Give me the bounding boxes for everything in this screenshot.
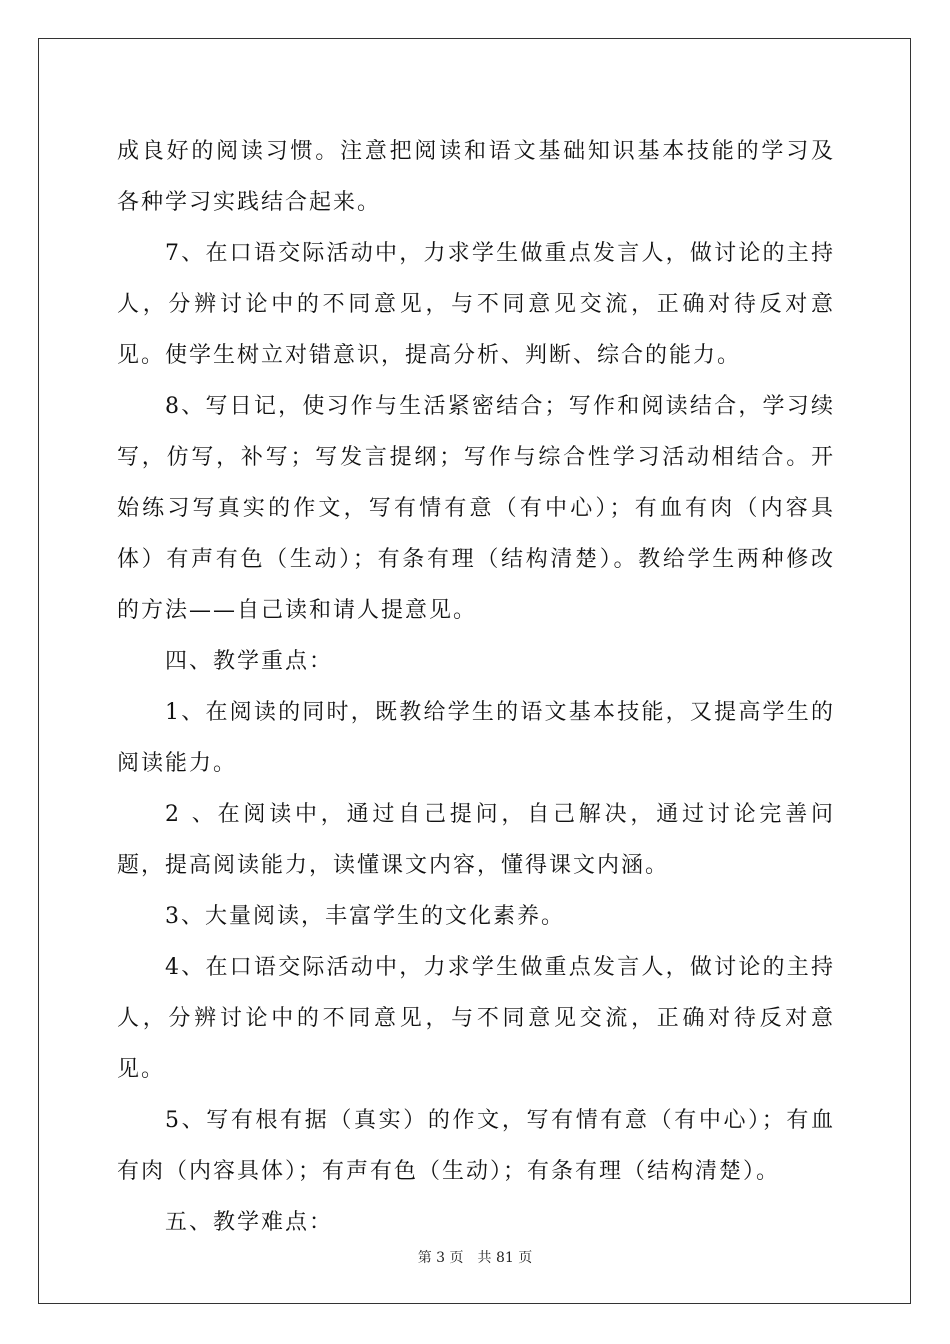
section-heading: 四、教学重点： <box>165 649 334 674</box>
paragraph: 5、写有根有据（真实）的作文，写有情有意（有中心）；有血有肉（内容具体）；有声有色（生动）；有条有理（结构清楚）。 <box>117 1108 835 1184</box>
document-body <box>117 126 835 1248</box>
paragraph: 成良好的阅读习惯。注意把阅读和语文基础知识基本技能的学习及各种学习实践结合起来。 <box>117 139 835 215</box>
page-number: 第 3 页 <box>417 1250 464 1266</box>
paragraph: 3、大量阅读，丰富学生的文化素养。 <box>165 904 565 929</box>
section-heading: 五、教学难点： <box>165 1210 334 1235</box>
page-total: 共 81 页 <box>477 1250 533 1266</box>
paragraph: 1、在阅读的同时，既教给学生的语文基本技能，又提高学生的阅读能力。 <box>117 700 835 776</box>
paragraph: 2 、在阅读中，通过自己提问，自己解决，通过讨论完善问题，提高阅读能力，读懂课文内容，懂得课文内涵。 <box>117 802 835 878</box>
paragraph: 4、在口语交际活动中，力求学生做重点发言人，做讨论的主持人，分辨讨论中的不同意见，与不同意见交流，正确对待反对意见。 <box>117 955 835 1082</box>
paragraph: 8、写日记，使习作与生活紧密结合；写作和阅读结合，学习续写，仿写，补写；写发言提纲；写作与综合性学习活动相结合。开始练习写真实的作文，写有情有意（有中心）；有血有肉（内容具体）有声有色（生动）；有条有理（结构清楚）。教给学生两种修改的方法——自己读和请人提意见。 <box>117 394 835 623</box>
page-footer <box>0 1247 950 1267</box>
paragraph: 7、在口语交际活动中，力求学生做重点发言人，做讨论的主持人，分辨讨论中的不同意见，与不同意见交流，正确对待反对意见。使学生树立对错意识，提高分析、判断、综合的能力。 <box>117 241 835 368</box>
